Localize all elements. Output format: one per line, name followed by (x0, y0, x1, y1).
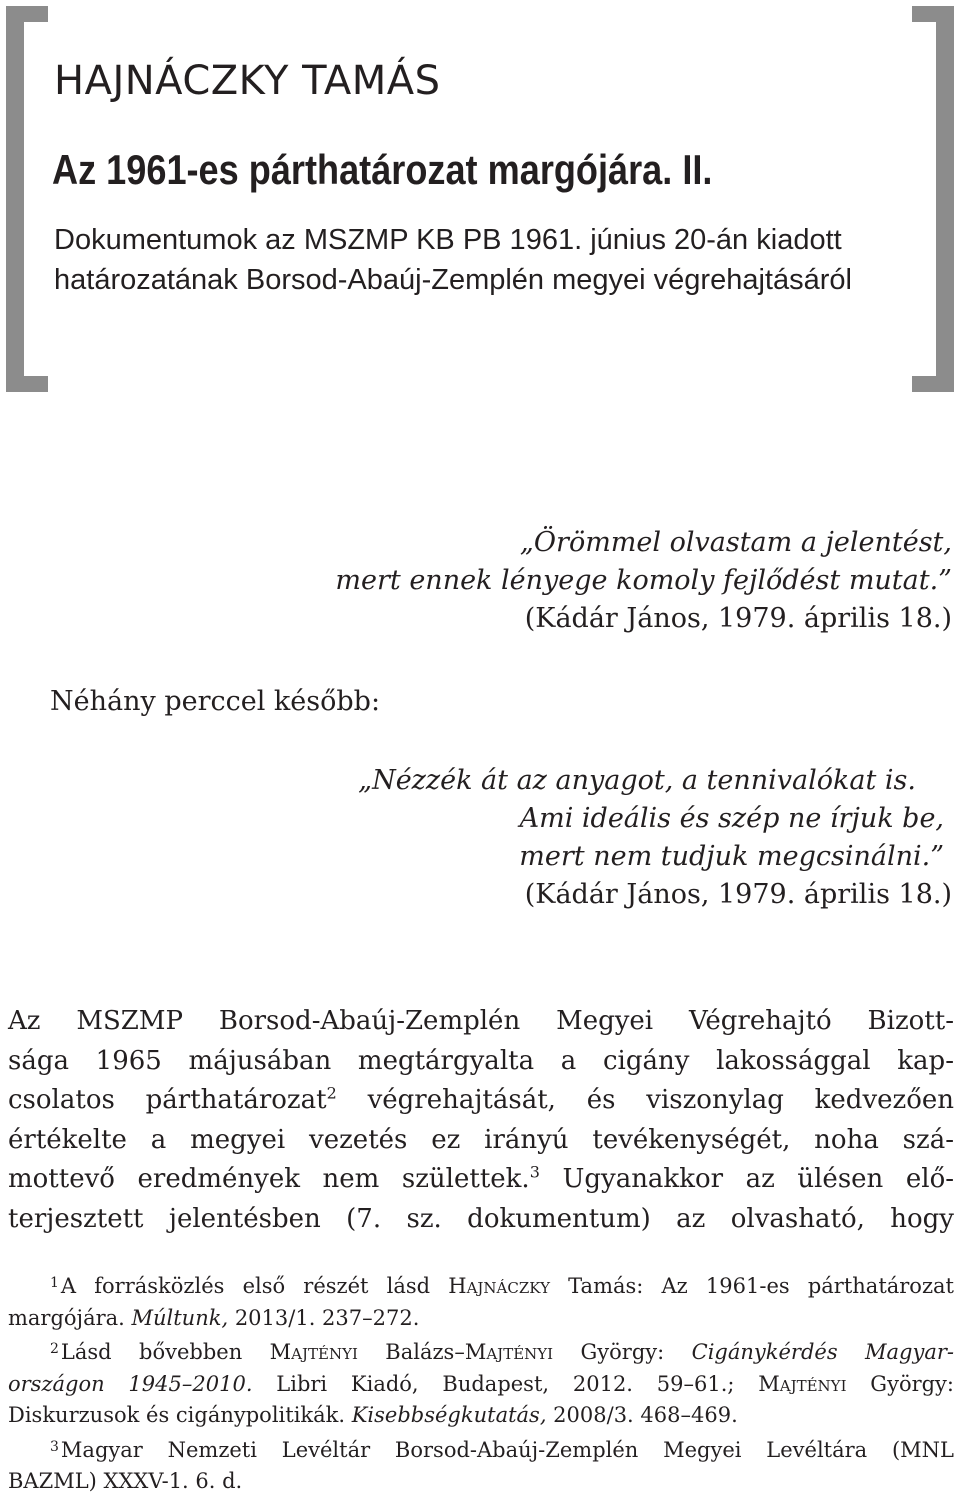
epigraph-line: mert ennek lényege komoly fejlődést mutat.” (335, 565, 952, 596)
footnote-3-cont: BAZML) XXXV-1. 6. d. (8, 1469, 243, 1493)
epigraph-2 (358, 762, 952, 914)
epigraph-source: (Kádár János, 1979. április 18.) (524, 603, 952, 634)
footnote-1-cont: margójára. Múltunk, 2013/1. 237–272. (8, 1305, 420, 1330)
subtitle-line: határozatának Borsod-Abaúj-Zemplén megyei végrehajtásáról (54, 264, 852, 296)
body-line: mottevő eredmények nem születtek.$^3$ Ugyanakkor az ülésen elő- (8, 1162, 955, 1195)
subtitle-line: Dokumentumok az MSZMP KB PB 1961. június 20-án kiadott (54, 224, 842, 256)
body-line: értékelte a megyei vezetés ez irányú tevékenységét, noha szá- (8, 1124, 954, 1155)
epigraph-line: „Örömmel olvastam a jelentést, (519, 527, 952, 558)
footnote-3: $^3$Magyar Nemzeti Levéltár Borsod-Abaúj-Zemplén Megyei Levéltára (MNL (50, 1437, 954, 1462)
footnote-number: 2 (50, 1341, 59, 1357)
interlude-text: Néhány perccel később: (50, 686, 381, 717)
body-line: Az MSZMP Borsod-Abaúj-Zemplén Megyei Végrehajtó Bizott- (8, 1006, 954, 1036)
epigraph-line: mert nem tudjuk megcsinálni.” (519, 841, 944, 872)
left-bracket-decoration (6, 6, 48, 392)
footnote-ref-2[interactable]: 2 (326, 1083, 337, 1103)
epigraph-line: Ami ideális és szép ne írjuk be, (519, 803, 944, 834)
footnote-number: 3 (50, 1438, 59, 1455)
footnote-2: $^2$Lásd bővebben Majtényi Balázs–Majtényi György: Cigánykérdés Magyar- (50, 1340, 954, 1364)
footnote-2-cont: Diskurzusok és cigánypolitikák. Kisebbségkutatás, 2008/3. 468–469. (8, 1403, 738, 1427)
epigraph-line: „Nézzék át az anyagot, a tennivalókat is. (358, 765, 916, 796)
footnote-ref-3[interactable]: 3 (529, 1162, 540, 1182)
article-author: HAJNÁCZKY TAMÁS (54, 58, 441, 104)
epigraph-source: (Kádár János, 1979. április 18.) (524, 879, 952, 910)
article-title: Az 1961-es párthatározat margójára. II. (52, 146, 713, 193)
footnote-1: $^1$A forrásközlés első részét lásd Hajnáczky Tamás: Az 1961-es párthatározat (50, 1274, 954, 1298)
body-paragraph (8, 1002, 954, 1240)
epigraph-1 (335, 524, 952, 638)
body-line: csolatos párthatározat$^2$ végrehajtását, és viszonylag kedvezően (8, 1083, 954, 1116)
body-line: terjesztett jelentésben (7. sz. dokumentum) az olvasható, hogy (8, 1203, 954, 1234)
footnote-2-cont: országon 1945–2010. Libri Kiadó, Budapest, 2012. 59–61.; Majtényi György: (8, 1371, 955, 1396)
article-subtitle (54, 220, 852, 300)
right-bracket-decoration (912, 6, 954, 392)
footnotes (8, 1268, 954, 1498)
footnote-number: 1 (50, 1275, 59, 1291)
body-line: sága 1965 májusában megtárgyalta a cigány lakossággal kap- (8, 1045, 954, 1076)
